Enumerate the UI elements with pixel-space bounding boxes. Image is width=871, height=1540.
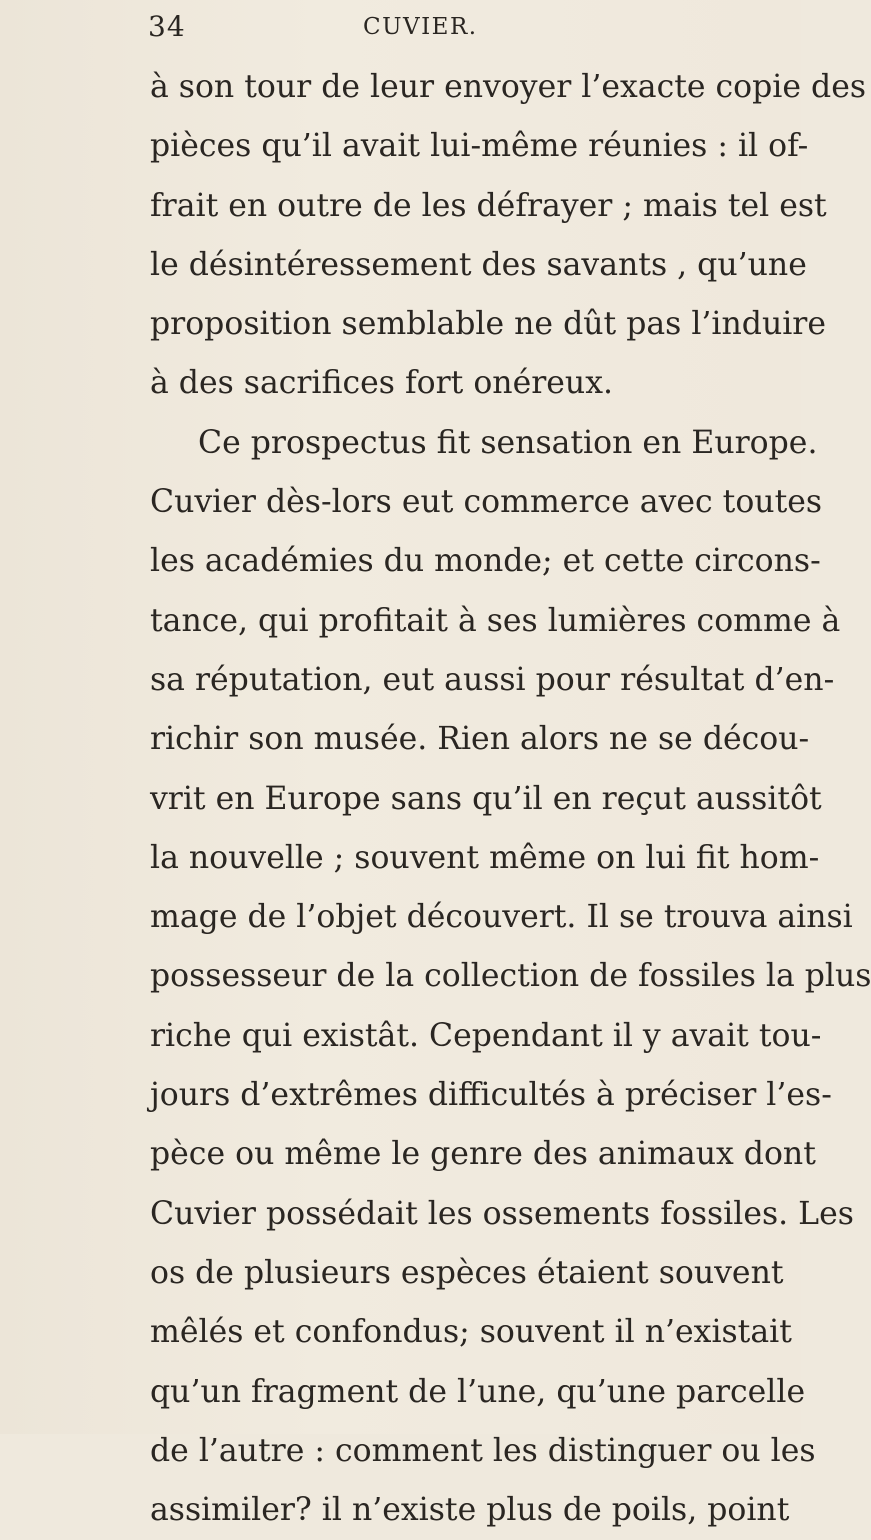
text-line: Ce prospectus fit sensation en Europe. [198, 424, 818, 461]
text-line: de l’autre : comment les distinguer ou les [150, 1432, 816, 1469]
text-line: qu’un fragment de l’une, qu’une parcelle [150, 1373, 806, 1410]
text-line: richir son musée. Rien alors ne se décou- [150, 721, 810, 758]
text-line: pèce ou même le genre des animaux dont [150, 1136, 816, 1173]
text-line: frait en outre de les défrayer ; mais tel est [150, 187, 827, 224]
text-line: assimiler? il n’existe plus de poils, point [150, 1492, 790, 1529]
text-line: possesseur de la collection de fossiles la plus [150, 958, 871, 995]
text-line: à des sacrifices fort onéreux. [150, 365, 613, 402]
text-line: mage de l’objet découvert. Il se trouva ainsi [150, 899, 853, 936]
text-line: tance, qui profitait à ses lumières comme à [150, 602, 841, 639]
text-line: le désintéressement des savants , qu’une [150, 246, 807, 283]
text-line: les académies du monde; et cette circons- [150, 543, 821, 580]
running-head: CUVIER. [363, 14, 478, 40]
text-line: sa réputation, eut aussi pour résultat d’en- [150, 661, 835, 698]
text-line: pièces qu’il avait lui-même réunies : il of- [150, 128, 809, 165]
page-header [148, 10, 768, 50]
text-line: Cuvier dès-lors eut commerce avec toutes [150, 484, 823, 521]
text-line: vrit en Europe sans qu’il en reçut aussitôt [150, 780, 822, 817]
text-line: riche qui existât. Cependant il y avait tou- [150, 1017, 822, 1054]
text-line: mêlés et confondus; souvent il n’existait [150, 1314, 792, 1351]
page-number: 34 [148, 10, 186, 43]
text-line: à son tour de leur envoyer l’exacte copie des [150, 69, 866, 105]
text-line: os de plusieurs espèces étaient souvent [150, 1254, 784, 1291]
text-line: jours d’extrêmes difficultés à préciser l’es- [150, 1077, 832, 1114]
body-text [150, 58, 871, 1540]
text-line: Cuvier possédait les ossements fossiles. Les [150, 1195, 854, 1232]
text-line: la nouvelle ; souvent même on lui fit hom- [150, 839, 820, 876]
text-line: proposition semblable ne dût pas l’induire [150, 306, 827, 343]
